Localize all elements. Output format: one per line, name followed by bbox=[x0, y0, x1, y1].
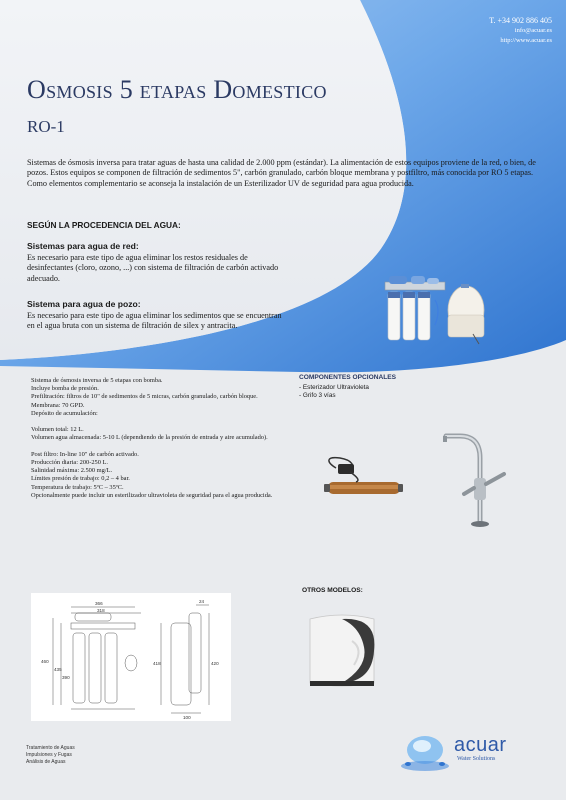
uv-sterilizer-image bbox=[322, 456, 404, 506]
page-title: Osmosis 5 etapas Domestico bbox=[27, 75, 327, 104]
technical-drawing bbox=[31, 593, 231, 721]
optional-components-heading: COMPONENTES OPCIONALES bbox=[299, 374, 397, 381]
optional-components-list bbox=[299, 384, 369, 400]
model-code: RO-1 bbox=[27, 117, 65, 136]
brand-tagline: Water Solutions bbox=[457, 756, 496, 762]
well-water-heading: Sistema para agua de pozo: bbox=[27, 299, 141, 309]
optional-item-uv: - Esterizador Ultravioleta bbox=[299, 384, 369, 391]
dim-label: 318 bbox=[97, 608, 105, 613]
spec-line bbox=[31, 443, 276, 451]
other-models-heading: OTROS MODELOS: bbox=[302, 587, 363, 594]
spec-line: Sistema de ósmosis inversa de 5 etapas con bomba. bbox=[31, 377, 163, 384]
faucet-image bbox=[438, 428, 514, 528]
phone-number: T. +34 902 886 405 bbox=[489, 16, 552, 25]
spec-line: Temperatura de trabajo: 5ºC – 35ºC. bbox=[31, 483, 124, 491]
spec-line: Volumen agua almacenada: 5-10 L (dependiendo de la presión de entrada y aire acumulado). bbox=[31, 434, 268, 442]
ro-unit-image bbox=[383, 270, 495, 350]
spec-line: Incluye bomba de presión. bbox=[31, 385, 99, 393]
spec-line bbox=[31, 418, 276, 426]
well-water-text: Es necesario para este tipo de agua eliminar los sedimentos que se encuentran en el agua bruta con un sistema de filtración de silex y antracita. bbox=[27, 311, 282, 331]
other-model-image bbox=[302, 611, 382, 691]
spec-line: Salinidad máxima: 2.500 mg/L. bbox=[31, 467, 113, 475]
spec-line: Depósito de acumulación: bbox=[31, 409, 98, 417]
spec-line: Producción diaria: 200-250 L. bbox=[31, 459, 109, 467]
dim-label: 100 bbox=[183, 715, 191, 720]
optional-item-faucet: - Grifo 3 vías bbox=[299, 392, 336, 400]
brand-logo-text: acuar bbox=[454, 734, 507, 756]
red-water-text: Es necesario para este tipo de agua eliminar los restos residuales de desinfectantes (cloro, ozono, ...) con sistema de filtración de carbón activado adecuado. bbox=[27, 253, 279, 283]
dim-label: 418 bbox=[153, 661, 161, 666]
dim-label: 435 bbox=[54, 667, 62, 672]
dim-label: 24 bbox=[199, 599, 205, 604]
footer-line: Análisis de Aguas bbox=[26, 758, 66, 765]
spec-line: Membrana: 70 GPD. bbox=[31, 401, 85, 409]
email-link[interactable]: info@acuar.es bbox=[514, 27, 552, 34]
spec-line: Post filtro: In-line 10" de carbón activado. bbox=[31, 450, 139, 458]
dim-label: 460 bbox=[41, 659, 49, 664]
contact-block bbox=[489, 16, 552, 46]
spec-line: Límites presión de trabajo: 0,2 – 4 bar. bbox=[31, 475, 130, 483]
intro-paragraph: Sistemas de ósmosis inversa para tratar aguas de hasta una calidad de 2.000 ppm (estándar). La alimentación de estos equipos proviene de la red, o bien, de pozos. Estos equipos se componen de filtración de sedimentos 5", carbón granulado, carbón bloque membrana y postfiltro, más conocida por RO 5 etapas. Como elementos complementario se aconseja la instalación de un Esterilizador UV de seguridad para agua producida. bbox=[27, 158, 536, 188]
red-water-heading: Sistemas para agua de red: bbox=[27, 241, 139, 251]
dim-label: 366 bbox=[95, 601, 103, 606]
spec-line: Volumen total: 12 L. bbox=[31, 426, 84, 434]
website-link[interactable]: http://www.acuar.es bbox=[500, 37, 552, 44]
specifications-list bbox=[31, 377, 276, 500]
footer-line: Impulsiones y Fugas bbox=[26, 751, 72, 758]
water-drop-logo-icon bbox=[398, 730, 452, 774]
spec-line: Prefiltración: filtros de 10" de sedimentos de 5 micras, carbón granulado, carbón bloque. bbox=[31, 393, 258, 401]
dim-label: 390 bbox=[62, 675, 70, 680]
footer-line: Tratamiento de Aguas bbox=[26, 745, 75, 751]
footer-services bbox=[26, 745, 75, 765]
spec-line: Opcionalmente puede incluir un esterilizador ultravioleta de seguridad para el agua producida. bbox=[31, 491, 273, 499]
section-heading: SEGÚN LA PROCEDENCIA DEL AGUA: bbox=[27, 220, 181, 230]
dim-label: 420 bbox=[211, 661, 219, 666]
